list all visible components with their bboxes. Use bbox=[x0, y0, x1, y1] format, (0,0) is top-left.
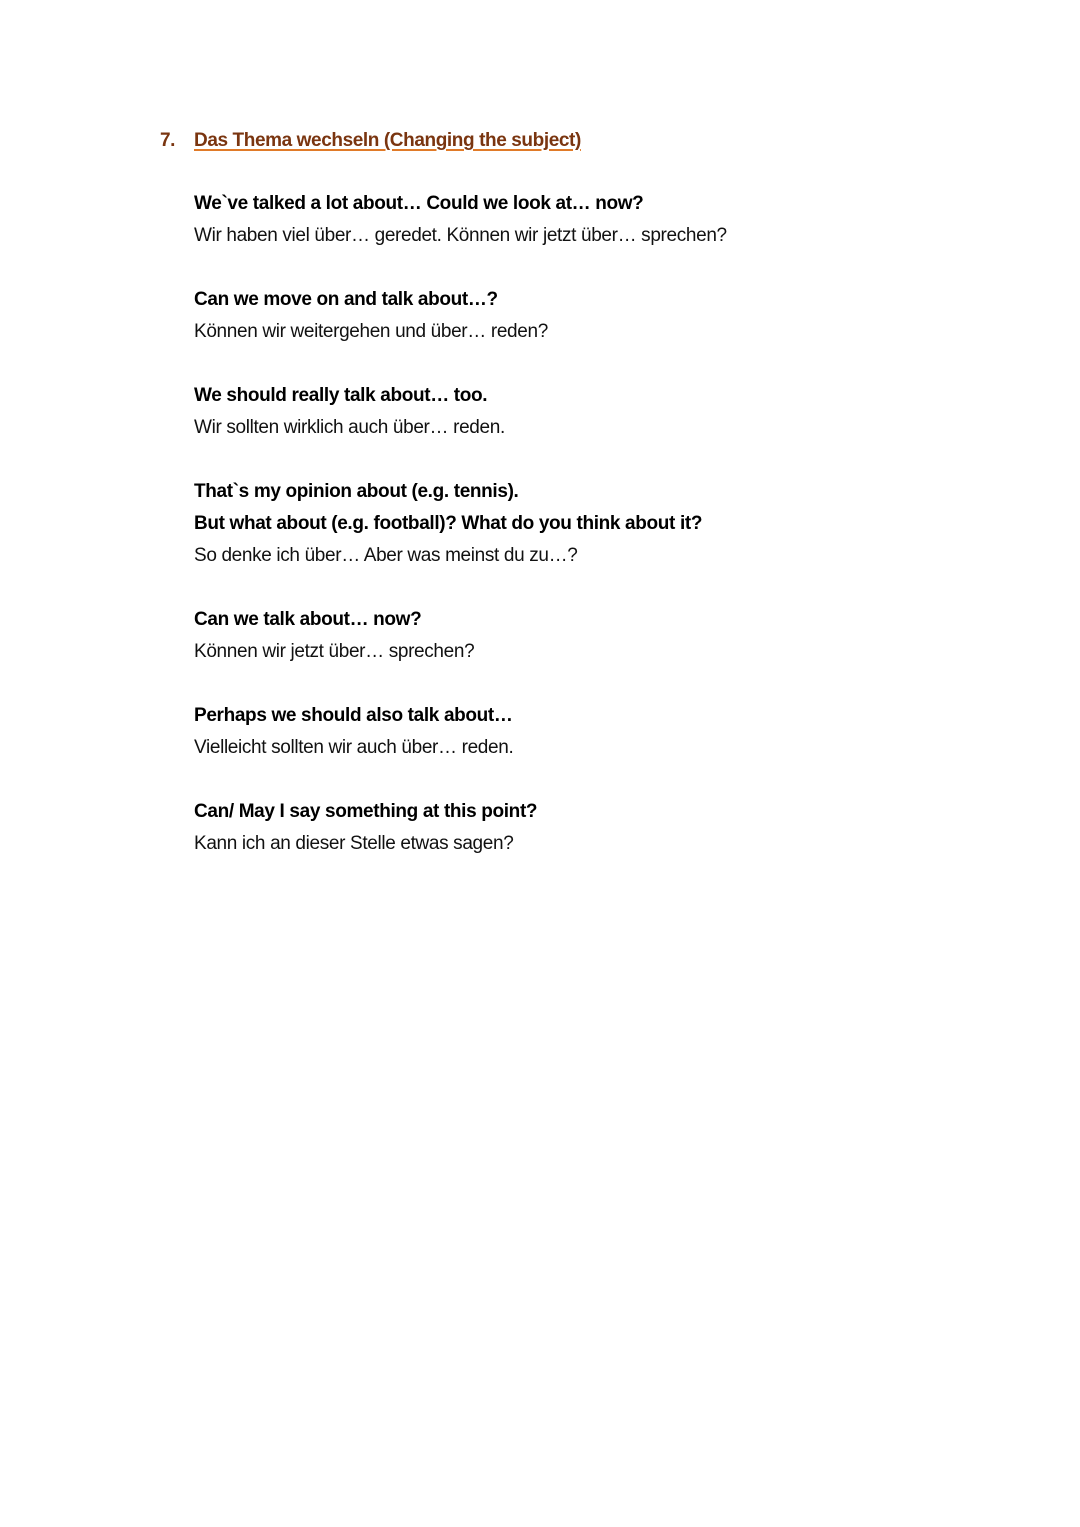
german-translation: Kann ich an dieser Stelle etwas sagen? bbox=[194, 833, 514, 854]
german-translation: Wir haben viel über… geredet. Können wir jetzt über… sprechen? bbox=[194, 225, 727, 246]
english-phrase: We should really talk about… too. bbox=[194, 385, 488, 406]
english-phrase: Can we move on and talk about…? bbox=[194, 289, 498, 310]
german-translation: Können wir weitergehen und über… reden? bbox=[194, 321, 548, 342]
section-number: 7. bbox=[160, 130, 176, 151]
phrase-item bbox=[194, 380, 505, 444]
english-phrase: Can/ May I say something at this point? bbox=[194, 801, 538, 822]
phrase-item bbox=[194, 476, 702, 572]
english-phrase: But what about (e.g. football)? What do you think about it? bbox=[194, 513, 703, 534]
german-translation: So denke ich über… Aber was meinst du zu…? bbox=[194, 545, 578, 566]
section-title: Das Thema wechseln (Changing the subject) bbox=[194, 130, 581, 151]
phrase-item bbox=[194, 700, 513, 764]
english-phrase: Perhaps we should also talk about… bbox=[194, 705, 513, 726]
english-phrase: That`s my opinion about (e.g. tennis). bbox=[194, 481, 519, 502]
german-translation: Können wir jetzt über… sprechen? bbox=[194, 641, 475, 662]
section-heading bbox=[160, 130, 581, 152]
german-translation: Vielleicht sollten wir auch über… reden. bbox=[194, 737, 514, 758]
phrase-item bbox=[194, 604, 474, 668]
english-phrase: We`ve talked a lot about… Could we look at… now? bbox=[194, 193, 644, 214]
phrase-item bbox=[194, 796, 537, 860]
phrase-item bbox=[194, 188, 727, 252]
phrase-item bbox=[194, 284, 548, 348]
english-phrase: Can we talk about… now? bbox=[194, 609, 422, 630]
german-translation: Wir sollten wirklich auch über… reden. bbox=[194, 417, 505, 438]
